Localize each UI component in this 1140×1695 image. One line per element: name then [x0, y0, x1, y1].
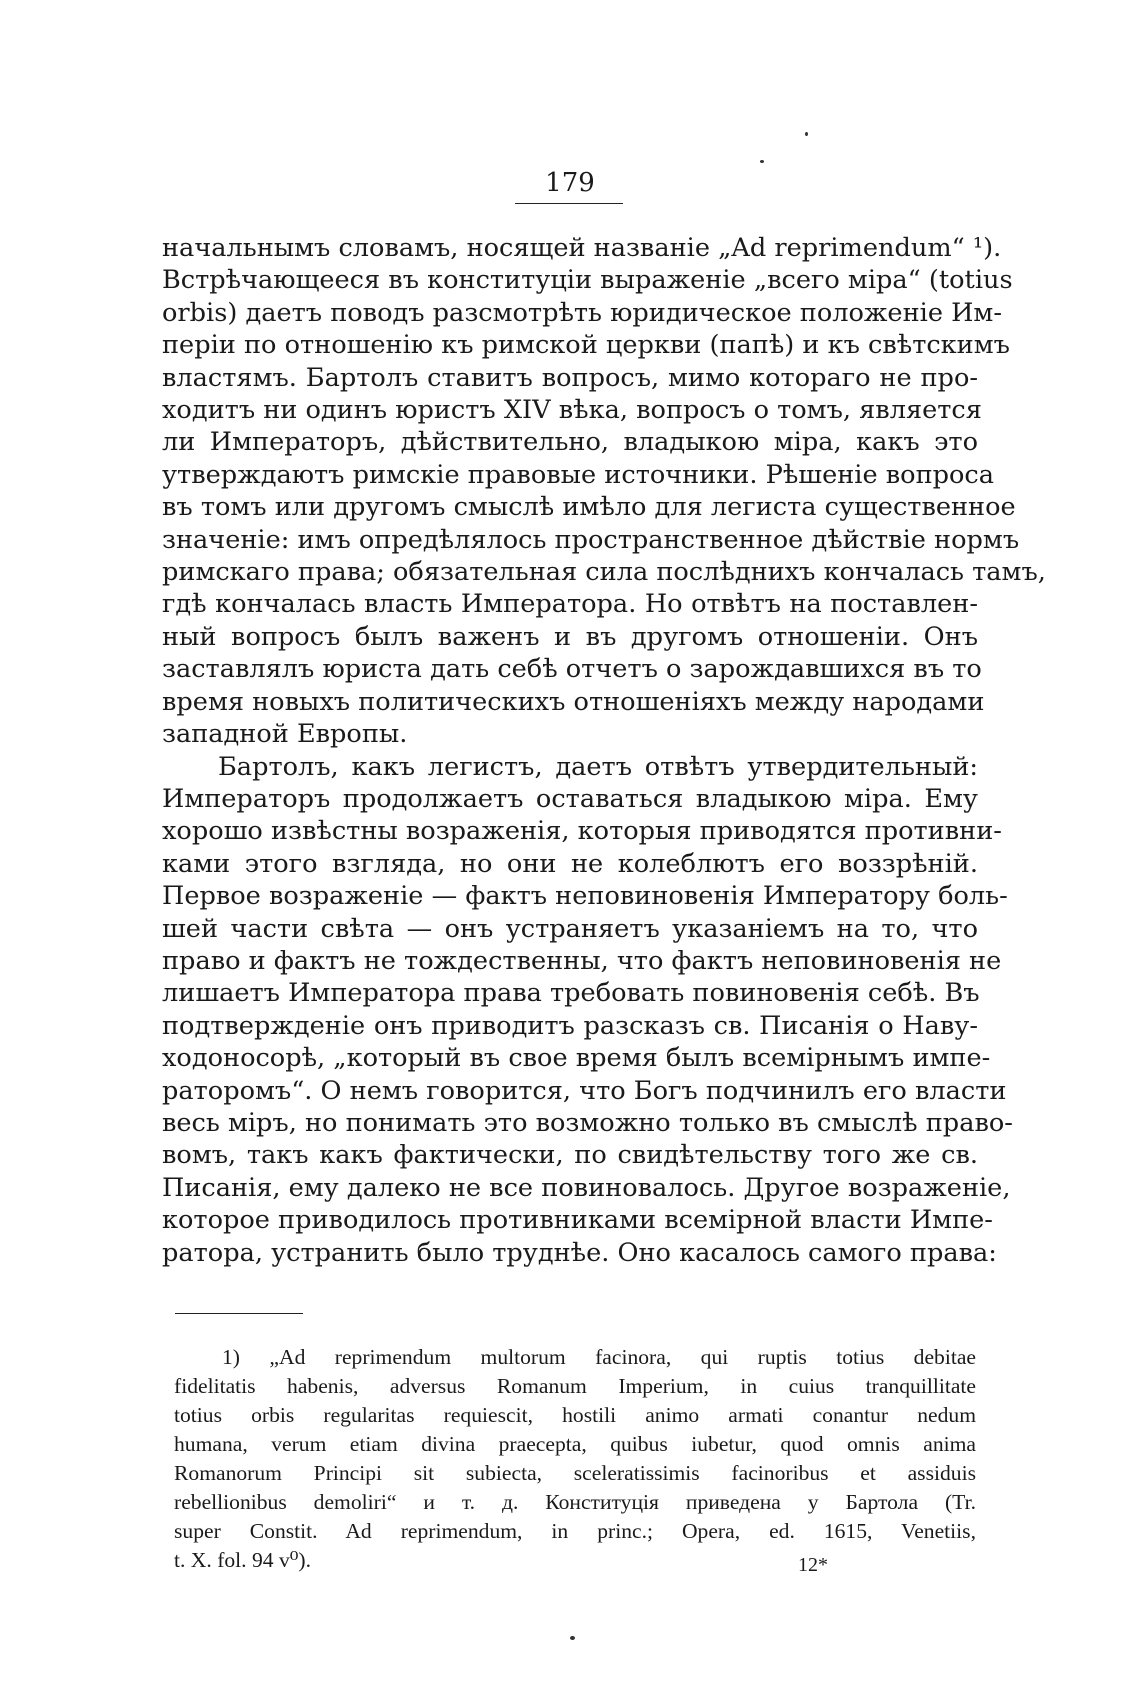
footnote-line: totius orbis regularitas requiescit, hostili animo armati conantur nedum: [174, 1403, 976, 1427]
text-line: весь міръ, но понимать это возможно только въ смыслѣ право-: [162, 1107, 1013, 1138]
text-line: ратора, устранить было труднѣе. Оно касалось самого права:: [162, 1237, 997, 1268]
text-line: ный вопросъ былъ важенъ и въ другомъ отношеніи. Онъ: [162, 621, 978, 652]
footnote-line: rebellionibus demoliri“ и т. д. Конституція приведена у Бартола (Tr.: [174, 1490, 976, 1514]
text-line: Первое возраженіе — фактъ неповиновенія Императору боль-: [162, 881, 1008, 912]
text-line: ками этого взгляда, но они не колеблютъ его воззрѣній.: [162, 848, 978, 879]
text-line: заставлялъ юриста дать себѣ отчетъ о зарождавшихся въ то: [162, 654, 982, 685]
page-number: 179: [545, 168, 595, 198]
page-number-rule: [515, 203, 623, 204]
text-line: ходитъ ни одинъ юристъ XIV вѣка, вопросъ о томъ, является: [162, 395, 982, 426]
footnote-line: super Constit. Ad reprimendum, in princ.; Opera, ed. 1615, Venetiis,: [174, 1519, 976, 1543]
text-line: вомъ, такъ какъ фактически, по свидѣтельству того же св.: [162, 1140, 978, 1171]
text-line: римскаго права; обязательная сила послѣднихъ кончалась тамъ,: [162, 557, 1046, 588]
footnote-rule: [175, 1313, 303, 1314]
text-line: начальнымъ словамъ, носящей названіе „Ad reprimendum“ ¹).: [162, 233, 1002, 263]
text-line: которое приводилось противниками всемірной власти Импе-: [162, 1205, 993, 1236]
text-line: западной Европы.: [162, 719, 408, 750]
footnote-line: humana, verum etiam divina praecepta, quibus iubetur, quod omnis anima: [174, 1432, 976, 1456]
text-line: право и фактъ не тождественны, что фактъ неповиновенія не: [162, 945, 1002, 976]
text-line: Писанія, ему далеко не все повиновалось. Другое возраженіе,: [162, 1172, 1011, 1203]
footnote-first-line: 1) „Ad reprimendum multorum facinora, qui ruptis totius debitae: [222, 1345, 976, 1369]
text-line: Императоръ продолжаетъ оставаться владыкою міра. Ему: [162, 783, 978, 814]
text-line: ходоносорѣ, „который въ свое время былъ всемірнымъ импе-: [162, 1043, 991, 1074]
signature-mark: 12*: [798, 1554, 828, 1576]
text-line: лишаетъ Императора права требовать повиновенія себѣ. Въ: [162, 978, 980, 1009]
text-line: хорошо извѣстны возраженія, которыя приводятся противни-: [162, 816, 1002, 847]
main-text: [162, 232, 1046, 1269]
footnote-line: fidelitatis habenis, adversus Romanum Imperium, in cuius tranquillitate: [174, 1374, 976, 1398]
text-line: шей части свѣта — онъ устраняетъ указаніемъ на то, что: [162, 913, 978, 944]
footnote-line: Romanorum Principi sit subiecta, sceleratissimis facinoribus et assiduis: [174, 1461, 976, 1485]
speck-mark: [805, 132, 808, 136]
text-line: время новыхъ политическихъ отношеніяхъ между народами: [162, 686, 985, 717]
paragraph-first-line: Бартолъ, какъ легистъ, даетъ отвѣтъ утвердительный:: [218, 751, 978, 782]
text-line: значеніе: имъ опредѣлялось пространственное дѣйствіе нормъ: [162, 524, 1020, 555]
text-line: гдѣ кончалась власть Императора. Но отвѣтъ на поставлен-: [162, 589, 978, 620]
text-line: Встрѣчающееся въ конституціи выраженіе „всего міра“ (totius: [162, 265, 1013, 296]
speck-mark: [760, 160, 764, 163]
footnote-line: t. X. fol. 94 v⁰).: [174, 1548, 312, 1572]
footnote: [174, 1343, 976, 1575]
text-line: утверждаютъ римскіе правовые источники. Рѣшеніе вопроса: [162, 459, 995, 490]
text-line: подтвержденіе онъ приводитъ разсказъ св. Писанія о Наву-: [162, 1010, 978, 1041]
text-line: періи по отношенію къ римской церкви (папѣ) и къ свѣтскимъ: [162, 330, 1010, 361]
text-line: orbis) даетъ поводъ разсмотрѣть юридическое положеніе Им-: [162, 297, 1002, 328]
text-line: въ томъ или другомъ смыслѣ имѣло для легиста существенное: [162, 492, 1016, 523]
text-line: властямъ. Бартолъ ставитъ вопросъ, мимо котораго не про-: [162, 362, 978, 393]
text-line: раторомъ“. О немъ говорится, что Богъ подчинилъ его власти: [162, 1075, 1007, 1106]
text-line: ли Императоръ, дѣйствительно, владыкою міра, какъ это: [162, 427, 978, 458]
speck-mark: [570, 1636, 575, 1640]
